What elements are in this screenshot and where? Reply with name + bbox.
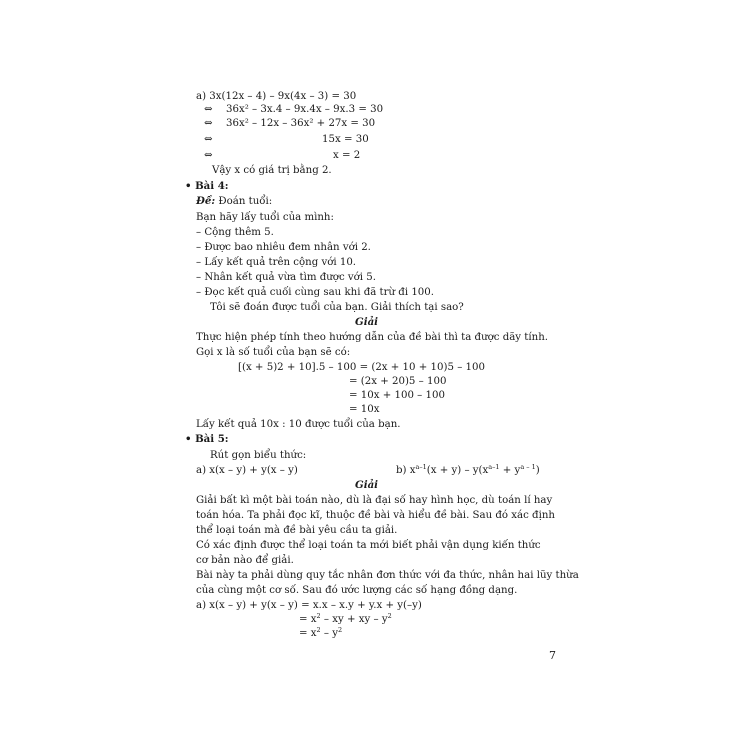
equivalence-arrow: ⇔ (204, 118, 213, 129)
equation-line: x = 2 (333, 150, 361, 161)
equation-line: a) x(x – y) + y(x – y) (196, 465, 298, 476)
paragraph-line: Rút gọn biểu thức: (210, 450, 307, 461)
equation-line: b) $x^{a-1}(x + y) - y(x^{a-1} + y^{a - 1})$ (396, 463, 540, 476)
equation-line: 36x² – 12x – 36x² + 27x = 30 (226, 118, 376, 129)
list-item: – Lấy kết quả trên cộng với 10. (196, 257, 357, 268)
equation-line: [(x + 5)2 + 10].5 – 100 = (2x + 10 + 10)5 – 100 (238, 362, 485, 373)
solution-heading: Giải (355, 316, 379, 328)
equivalence-arrow: ⇔ (204, 150, 213, 161)
paragraph-line: Bài này ta phải dùng quy tắc nhân đơn thức với đa thức, nhân hai lũy thừa (196, 570, 579, 581)
list-item: – Đọc kết quả cuối cùng sau khi đã trừ đi 100. (196, 287, 435, 298)
list-item: – Cộng thêm 5. (196, 227, 274, 238)
paragraph-line: Có xác định được thể loại toán ta mới biết phải vận dụng kiến thức (196, 540, 541, 551)
paragraph-line: Giải bất kì một bài toán nào, dù là đại số hay hình học, dù toán lí hay (196, 495, 553, 506)
exercise-heading: • Bài 5: (185, 433, 229, 445)
paragraph-line: Lấy kết quả 10x : 10 được tuổi của bạn. (196, 419, 401, 430)
paragraph-line: Gọi x là số tuổi của bạn sẽ có: (196, 347, 351, 358)
exercise-heading: • Bài 4: (185, 180, 229, 192)
paragraph-line: toán hóa. Ta phải đọc kĩ, thuộc đề bài và hiểu đề bài. Sau đó xác định (196, 510, 555, 521)
equation-line: 15x = 30 (322, 134, 369, 145)
equivalence-arrow: ⇔ (204, 104, 213, 115)
list-item: – Nhân kết quả vừa tìm được với 5. (196, 272, 376, 283)
bullet-icon: • (185, 180, 196, 192)
equivalence-arrow: ⇔ (204, 134, 213, 145)
bullet-icon: • (185, 433, 196, 445)
paragraph-line: thể loại toán mà đề bài yêu cầu ta giải. (196, 525, 398, 536)
list-item: – Được bao nhiêu đem nhân với 2. (196, 242, 371, 253)
equation-line: = 10x (349, 404, 380, 415)
equation-line: a) 3x(12x – 4) – 9x(4x – 3) = 30 (196, 91, 357, 102)
paragraph-line: cơ bản nào để giải. (196, 555, 294, 566)
solution-heading: Giải (355, 479, 379, 491)
answer-line: Vậy x có giá trị bằng 2. (212, 165, 332, 176)
page-number: 7 (549, 649, 556, 662)
equation-line: = (2x + 20)5 – 100 (349, 376, 447, 387)
equation-line: = 10x + 100 – 100 (349, 390, 445, 401)
paragraph-line: Bạn hãy lấy tuổi của mình: (196, 212, 334, 223)
equation-line: = $x^2 - y^2$ (299, 626, 343, 639)
equation-line: = $x^2$ – xy + xy – $y^2$ (299, 612, 392, 625)
equation-line: 36x² – 3x.4 – 9x.4x – 9x.3 = 30 (226, 104, 384, 115)
problem-statement-title: Đề: Đoán tuổi: (196, 195, 273, 207)
paragraph-line: của cùng một cơ số. Sau đó ước lượng các số hạng đồng dạng. (196, 585, 518, 596)
paragraph-line: Tôi sẽ đoán được tuổi của bạn. Giải thích tại sao? (210, 302, 464, 313)
equation-line: a) x(x – y) + y(x – y) = x.x – x.y + y.x + y(–y) (196, 600, 422, 611)
paragraph-line: Thực hiện phép tính theo hướng dẫn của đề bài thì ta được dãy tính. (196, 332, 549, 343)
